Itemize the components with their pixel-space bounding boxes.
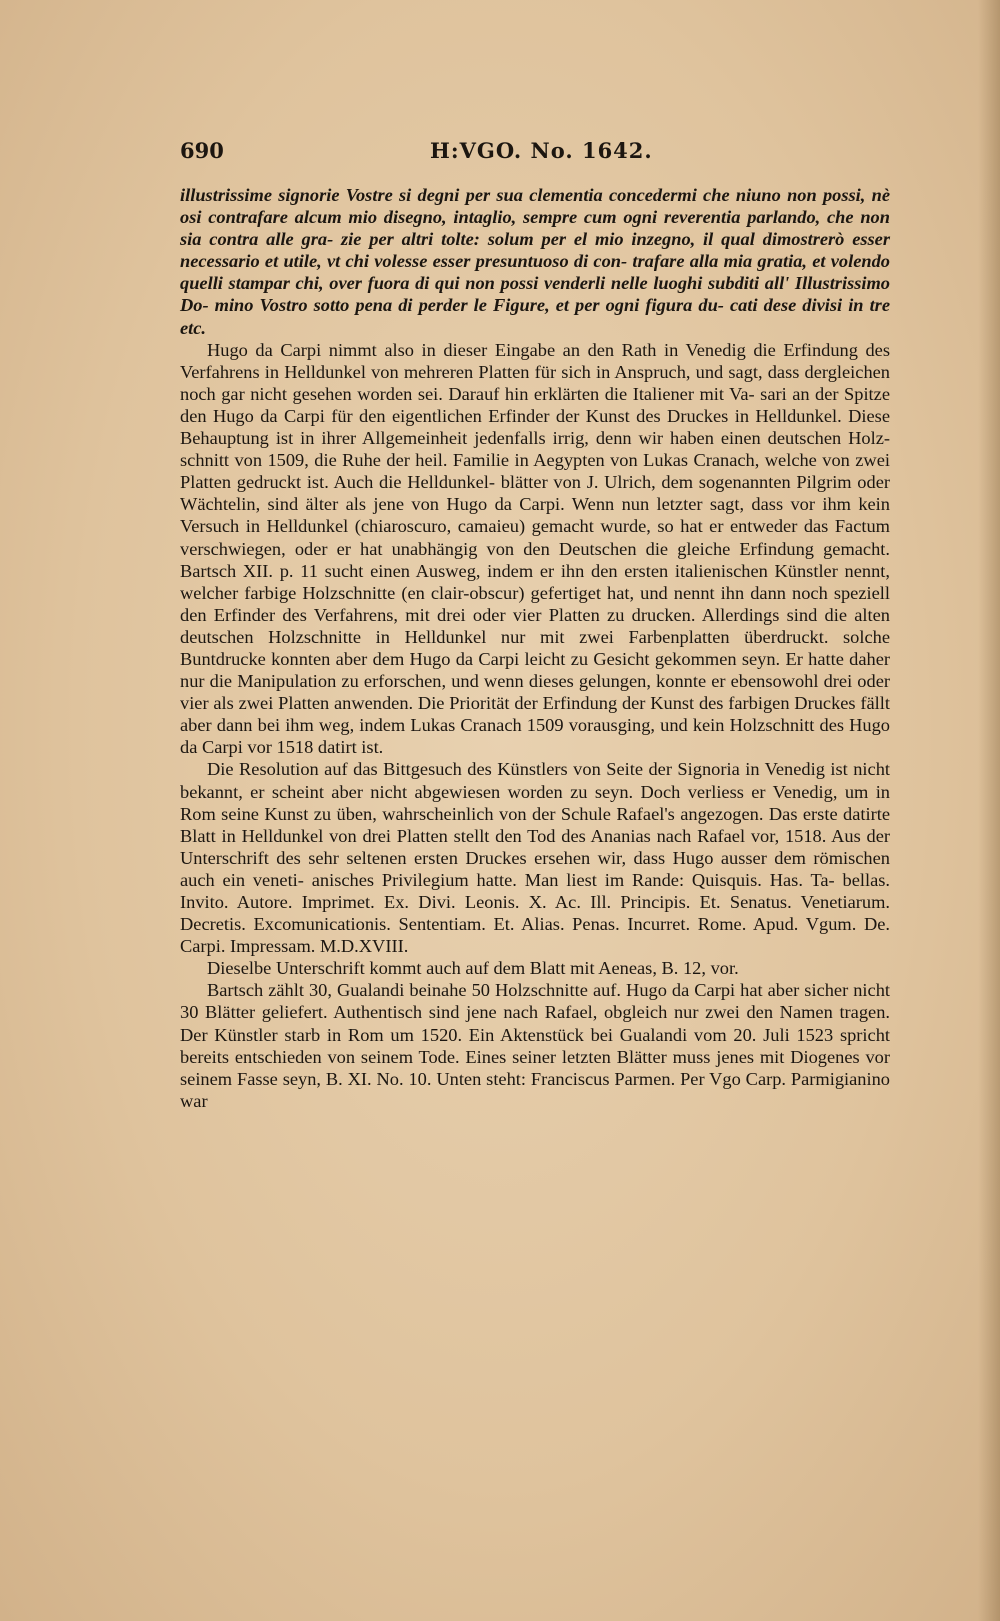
paragraph-aeneas-note: Dieselbe Unterschrift kommt auch auf dem Blatt mit Aeneas, B. 12, vor. [207, 958, 739, 979]
page-number: 690 [180, 138, 224, 163]
page-body [180, 184, 890, 1112]
paragraph-resolution: Die Resolution auf das Bittgesuch des Künstlers von Seite der Signoria in Venedig ist nicht bekannt, er scheint aber nicht abgewiesen worden zu seyn. Doch verliess er Venedig, um in Rom seine Kunst zu üben, wahrscheinlich von der Schule Rafael's angezogen. Das erste datirte Blatt in Helldunkel von drei Platten stellt den Tod des Ananias nach Rafael vor, 1518. Aus der Unterschrift des sehr seltenen ersten Druckes ersehen wir, dass Hugo ausser dem römischen auch ein veneti- anisches Privilegium hatte. Man liest im Rande: Quisquis. Has. Ta- bellas. Invito. Autore. Imprimet. Ex. Divi. Leonis. X. Ac. Ill. Principis. Et. Senatus. Venetiarum. Decretis. Excomunicationis. Sententiam. Et. Alias. Penas. Incurret. Rome. Apud. Vgum. De. Carpi. Impressam. M.D.XVIII. [180, 759, 890, 957]
paragraph-invention-claim: Hugo da Carpi nimmt also in dieser Eingabe an den Rath in Venedig die Erfindung des Verfahrens in Helldunkel von mehreren Platten für sich in Anspruch, und sagt, dass dergleichen noch gar nicht gesehen worden sei. Darauf hin erklärten die Italiener mit Va- sari an der Spitze den Hugo da Carpi für den eigentlichen Erfinder der Kunst des Druckes in Helldunkel. Diese Behauptung ist in ihrer Allgemeinheit jedenfalls irrig, denn wir haben einen deutschen Holz- schnitt von 1509, die Ruhe der heil. Familie in Aegypten von Lukas Cranach, welche von zwei Platten gedruckt ist. Auch die Helldunkel- blätter von J. Ulrich, dem sogenannten Pilgrim oder Wächtelin, sind älter als jene von Hugo da Carpi. Wenn nun letzter sagt, dass vor ihm kein Versuch in Helldunkel (chiaroscuro, camaieu) gemacht wurde, so hat er entweder das Factum verschwiegen, oder er hat unabhängig von den Deutschen die gleiche Erfindung gemacht. Bartsch XII. p. 11 sucht einen Ausweg, indem er ihn den ersten italienischen Künstler nennt, welcher farbige Holzschnitte (en clair-obscur) gefertiget hat, und nennt ihn dann noch speziell den Erfinder des Verfahrens, mit drei oder vier Platten zu drucken. Allerdings sind die alten deutschen Holzschnitte in Helldunkel nur mit zwei Farbenplatten überdruckt. solche Buntdrucke konnten aber dem Hugo da Carpi leicht zu Gesicht gekommen seyn. Er hatte daher nur die Manipulation zu erforschen, und wenn dieses gelungen, konnte er ebensowohl drei oder vier als zwei Platten anwenden. Die Priorität der Erfindung der Kunst des farbigen Druckes fällt aber dann bei ihm weg, indem Lukas Cranach 1509 vorausging, und kein Holzschnitt des Hugo da Carpi vor 1518 datirt ist. [180, 339, 890, 758]
quoted-italian-petition: illustrissime signorie Vostre si degni per sua clementia concedermi che niuno non possi, nè osi contrafare alcum mio disegno, intaglio, sempre cum ogni reverentia parlando, che non sia contra alle gra- zie per altri tolte: solum per el mio inzegno, il qual dimostrerò esser necessario et utile, vt chi volesse esser presuntuoso di con- trafare alla mia gratia, et volendo quelli stampar chi, over fuora di qui non possi venderli nelle luoghi subditi all' Illustrissimo Do- mino Vostro sotto pena di perder le Figure, et per ogni figura du- cati dese divisi in tre etc. [180, 185, 890, 338]
page-edge-shadow [978, 0, 1000, 1621]
running-title: H:VGO. No. 1642. [430, 138, 653, 163]
paragraph-bartsch-count: Bartsch zählt 30, Gualandi beinahe 50 Holzschnitte auf. Hugo da Carpi hat aber sicher nicht 30 Blätter geliefert. Authentisch sind jene nach Rafael, obgleich nur zwei den Namen tragen. Der Künstler starb in Rom um 1520. Ein Aktenstück bei Gualandi vom 20. Juli 1523 spricht bereits entschieden von seinem Tode. Eines seiner letzten Blätter muss jenes mit Diogenes vor seinem Fasse seyn, B. XI. No. 10. Unten steht: Franciscus Parmen. Per Vgo Carp. Parmigianino war [180, 980, 890, 1111]
